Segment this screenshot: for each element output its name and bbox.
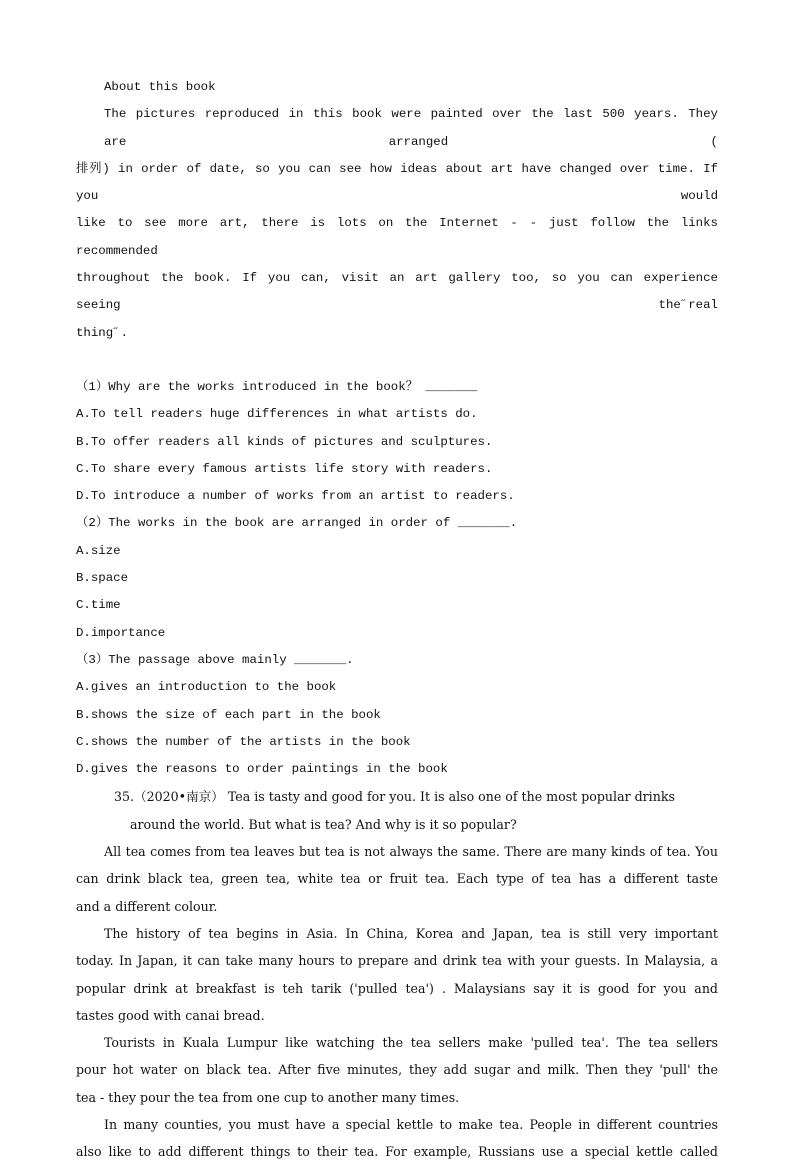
paragraph-line: pour hot water on black tea. After five minutes, they add sugar and milk. Then they 'pull' the [76, 1062, 718, 1078]
question-2 [76, 510, 718, 646]
question-number-line: 35.（2020•南京） Tea is tasty and good for you. It is also one of the most popular drinks [114, 789, 675, 805]
question-1 [76, 374, 718, 510]
paragraph-line: Tourists in Kuala Lumpur like watching the tea sellers make 'pulled tea'. The tea sellers [104, 1035, 718, 1051]
paragraph [76, 1029, 718, 1111]
answer-option: D.importance [76, 625, 166, 640]
paragraph [76, 920, 718, 1029]
passage-line: like to see more art, there is lots on the Internet - - just follow the links recommended [76, 216, 718, 258]
answer-option: C.shows the number of the artists in the book [76, 734, 411, 749]
passage-tea [76, 783, 718, 1165]
passage-line: thing˝. [76, 325, 129, 340]
paragraph-line: and a different colour. [76, 898, 218, 914]
passage-heading: About this book [104, 80, 216, 94]
paragraph-line: In many counties, you must have a special kettle to make tea. People in different countries [104, 1116, 718, 1132]
answer-option: D.To introduce a number of works from an artist to readers. [76, 489, 515, 504]
paragraph-line: popular drink at breakfast is teh tarik ('pulled tea') . Malaysians say it is good for you and [76, 980, 718, 996]
paragraph-line: also like to add different things to their tea. For example, Russians use a special kettle called [76, 1144, 718, 1160]
passage-about-this-book [76, 74, 718, 347]
answer-option: A.size [76, 543, 121, 558]
answer-option: B.space [76, 571, 129, 586]
document-content [76, 74, 718, 1166]
paragraph [76, 838, 718, 920]
paragraph-line: The history of tea begins in Asia. In China, Korea and Japan, tea is still very important [104, 925, 718, 941]
answer-option: B.shows the size of each part in the book [76, 707, 381, 722]
paragraph-line: All tea comes from tea leaves but tea is not always the same. There are many kinds of tea. You [104, 844, 718, 860]
answer-option: C.To share every famous artists life story with readers. [76, 461, 493, 476]
spacer [76, 347, 718, 374]
answer-option: D.gives the reasons to order paintings in the book [76, 762, 448, 777]
question-stem: （1）Why are the works introduced in the book？ _______ [76, 379, 478, 394]
passage-line: throughout the book. If you can, visit an art gallery too, so you can experience seeing the˝real [76, 271, 718, 313]
answer-option: B.To offer readers all kinds of pictures and sculptures. [76, 434, 493, 449]
paragraph-line: tastes good with canai bread. [76, 1007, 265, 1023]
answer-option: A.gives an introduction to the book [76, 680, 337, 695]
passage-line: The pictures reproduced in this book were painted over the last 500 years. They are arranged ( [104, 107, 718, 149]
question-stem: （2）The works in the book are arranged in order of _______. [76, 516, 518, 531]
answer-option: C.time [76, 598, 121, 613]
passage-intro-line: around the world. But what is tea? And why is it so popular? [130, 816, 517, 832]
question-3 [76, 647, 718, 783]
paragraph-line: today. In Japan, it can take many hours to prepare and drink tea with your guests. In Malaysia, a [76, 953, 718, 969]
paragraph [76, 1111, 718, 1166]
paragraph-line: can drink black tea, green tea, white tea or fruit tea. Each type of tea has a different taste [76, 871, 718, 887]
passage-line: 排列) in order of date, so you can see how ideas about art have changed over time. If you would [76, 161, 718, 204]
answer-option: A.To tell readers huge differences in what artists do. [76, 407, 478, 422]
paragraph-line: tea - they pour the tea from one cup to another many times. [76, 1089, 460, 1105]
question-stem: （3）The passage above mainly _______. [76, 652, 354, 667]
